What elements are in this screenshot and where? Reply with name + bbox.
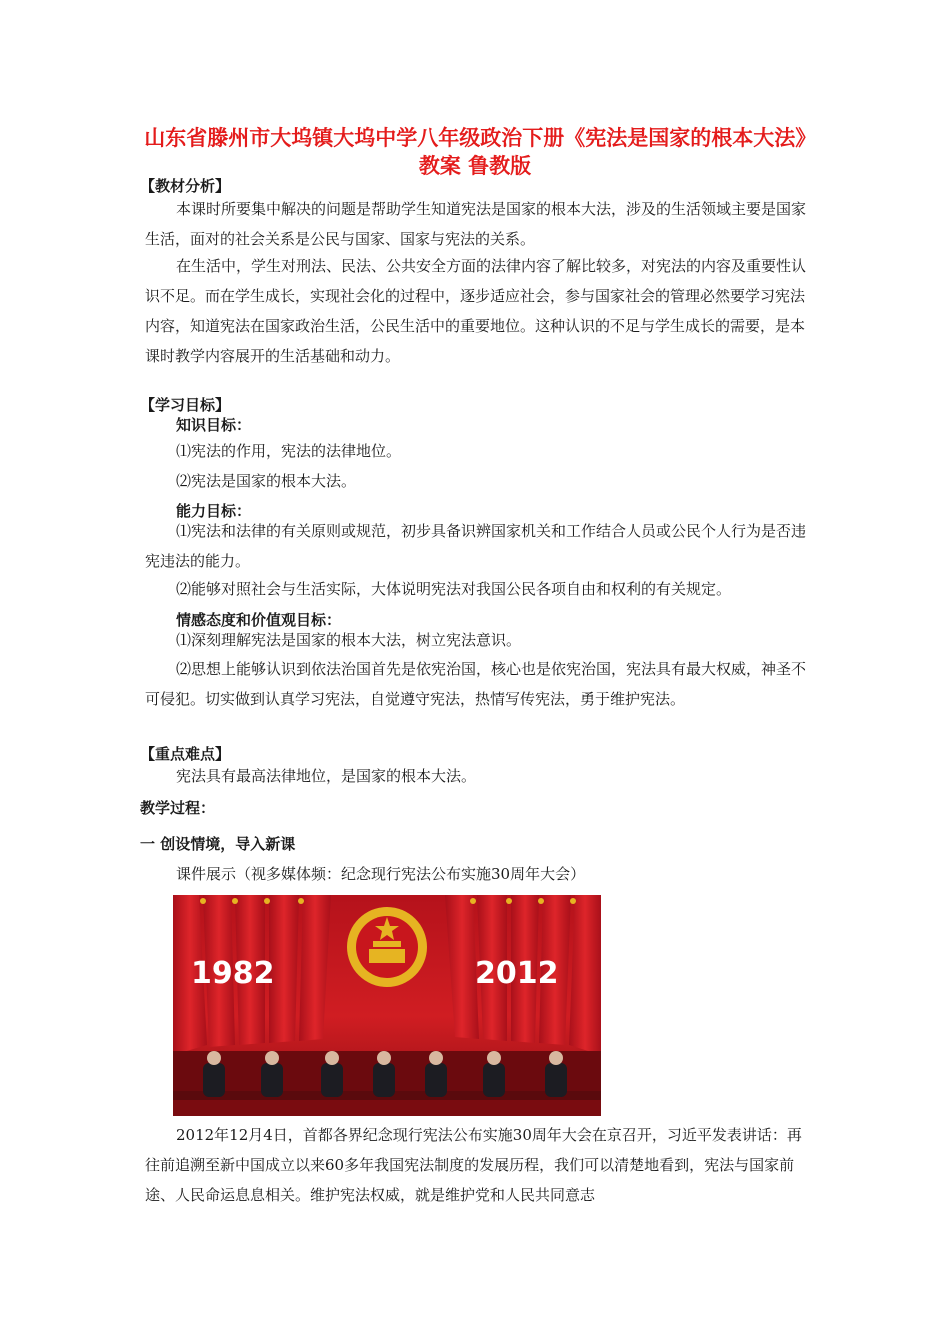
courseware-text: 课件展示（视多媒体频：纪念现行宪法公布实施30周年大会） xyxy=(176,865,586,883)
goal-item: ⑴宪法的作用，宪法的法律地位。 xyxy=(176,442,402,460)
goal-item: ⑵宪法是国家的根本大法。 xyxy=(176,472,357,490)
emotion-goals-label: 情感态度和价值观目标： xyxy=(176,611,342,629)
analysis-heading: 【教材分析】 xyxy=(140,177,231,195)
keypoints-text: 宪法具有最高法律地位，是国家的根本大法。 xyxy=(176,767,477,785)
closing-paragraph: 2012年12月4日，首都各界纪念现行宪法公布实施30周年大会在京召开，习近平发表讲话：再往前追溯至新中国成立以来60多年我国宪法制度的发展历程，我们可以清楚地看到，宪法与国家前途、人民命运息息相关。维护宪法权威，就是维护党和人民共同意志 xyxy=(145,1126,802,1204)
ability-goals-label: 能力目标： xyxy=(176,502,252,520)
year-2012-label: 2012 xyxy=(475,956,559,991)
goal-item: ⑴深刻理解宪法是国家的根本大法，树立宪法意识。 xyxy=(176,631,522,649)
goal-item: ⑵能够对照社会与生活实际，大体说明宪法对我国公民各项自由和权利的有关规定。 xyxy=(176,580,732,598)
step-one-heading: 一 创设情境，导入新课 xyxy=(140,835,296,853)
knowledge-goals-label: 知识目标： xyxy=(176,416,252,434)
conference-photo xyxy=(173,895,601,1116)
goal-item: ⑴宪法和法律的有关原则或规范，初步具备识辨国家机关和工作结合人员或公民个人行为是否违宪违法的能力。 xyxy=(145,522,807,570)
analysis-paragraph: 本课时所要集中解决的问题是帮助学生知道宪法是国家的根本大法，涉及的生活领域主要是国家生活，面对的社会关系是公民与国家、国家与宪法的关系。 xyxy=(145,200,807,248)
national-emblem-icon xyxy=(347,907,427,987)
keypoints-heading: 【重点难点】 xyxy=(140,745,231,763)
document-title: 山东省滕州市大坞镇大坞中学八年级政治下册《宪法是国家的根本大法》教案 鲁教版 xyxy=(144,126,806,178)
analysis-paragraph: 在生活中，学生对刑法、民法、公共安全方面的法律内容了解比较多，对宪法的内容及重要性认识不足。而在学生成长，实现社会化的过程中，逐步适应社会，参与国家社会的管理必然要学习宪法内容，知道宪法在国家政治生活，公民生活中的重要地位。这种认识的不足与学生成长的需要，是本课时教学内容展开的生活基础和动力。 xyxy=(145,257,807,365)
process-heading: 教学过程： xyxy=(140,799,216,817)
goals-heading: 【学习目标】 xyxy=(140,396,231,414)
goal-item: ⑵思想上能够认识到依法治国首先是依宪治国，核心也是依宪治国，宪法具有最大权威，神圣不可侵犯。切实做到认真学习宪法，自觉遵守宪法，热情写传宪法，勇于维护宪法。 xyxy=(145,660,807,708)
year-1982-label: 1982 xyxy=(191,956,275,991)
